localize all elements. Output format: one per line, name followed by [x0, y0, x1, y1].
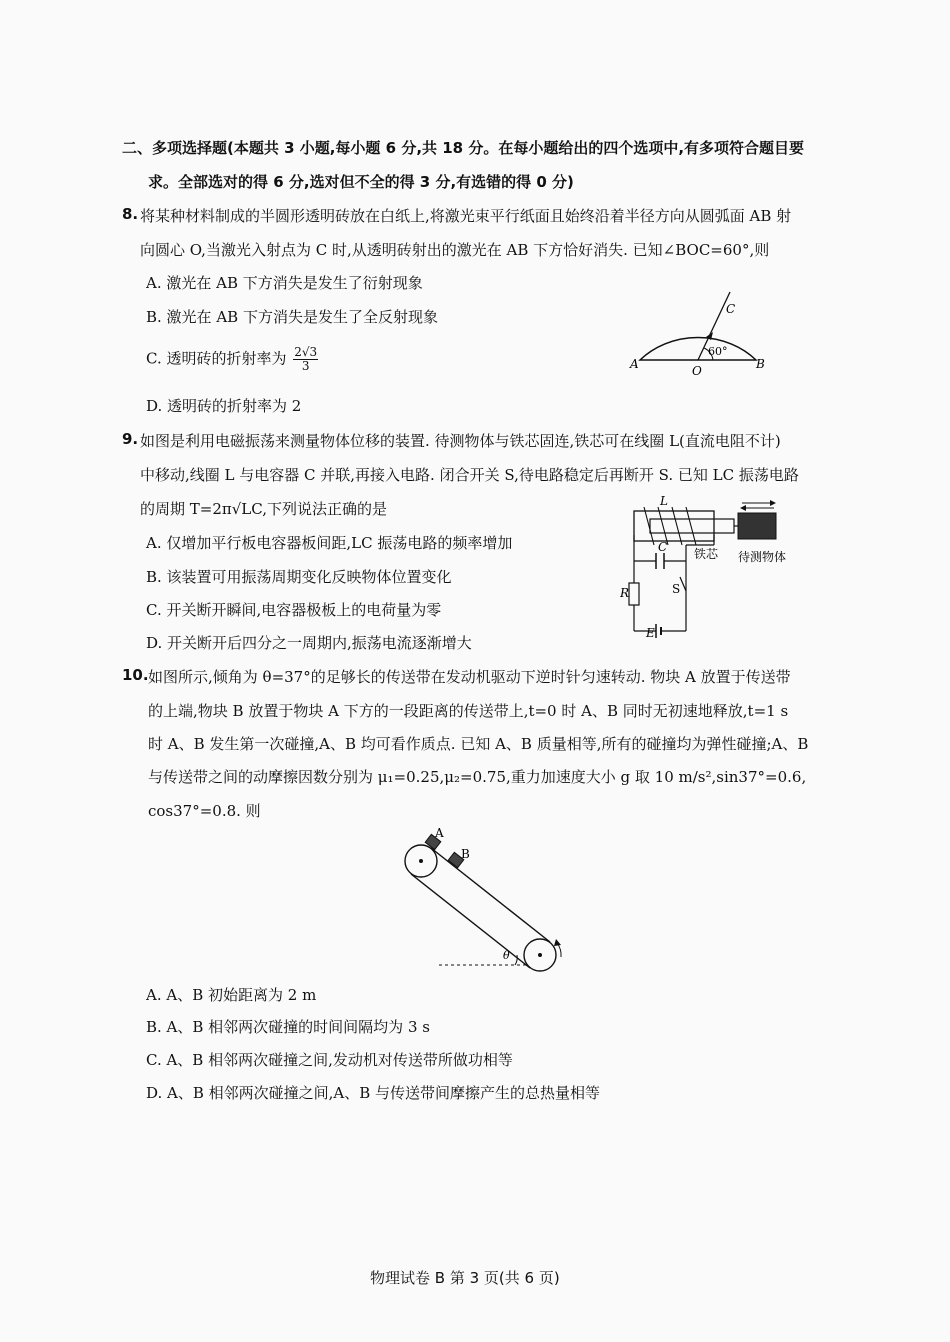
switch	[680, 577, 686, 591]
label-block-a: A	[435, 826, 444, 840]
q10-option-d: D. A、B 相邻两次碰撞之间,A、B 与传送带间摩擦产生的总热量相等	[146, 1084, 601, 1102]
label-theta: θ	[503, 949, 510, 962]
page-footer: 物理试卷 B 第 3 页(共 6 页)	[370, 1269, 560, 1287]
label-l: L	[660, 495, 668, 508]
q8-option-a: A. 激光在 AB 下方消失是发生了衍射现象	[146, 274, 423, 292]
label-e: E	[646, 626, 655, 640]
label-s: S	[672, 582, 681, 596]
label-o: O	[692, 364, 702, 378]
q10-option-c: C. A、B 相邻两次碰撞之间,发动机对传送带所做功相等	[146, 1051, 513, 1069]
label-test-object: 待测物体	[738, 550, 787, 564]
belt-bottom	[411, 874, 530, 968]
q10-option-a: A. A、B 初始距离为 2 m	[146, 986, 317, 1004]
q9-option-c: C. 开关断开瞬间,电容器极板上的电荷量为零	[146, 601, 442, 619]
label-b: B	[756, 357, 765, 371]
arrow-right-icon	[770, 500, 776, 506]
semicircle-shape	[640, 337, 756, 360]
q8-stem-line2: 向圆心 O,当激光入射点为 C 时,从透明砖射出的激光在 AB 下方恰好消失. 已知∠BOC=60°,则	[140, 241, 770, 259]
q8-option-c	[146, 346, 318, 373]
label-r: R	[620, 586, 630, 600]
q8-option-d: D. 透明砖的折射率为 2	[146, 397, 302, 415]
q8-number: 8.	[122, 205, 139, 223]
q9-stem-line3: 的周期 T=2π√LC,下列说法正确的是	[140, 500, 387, 518]
q9-option-b: B. 该装置可用振荡周期变化反映物体位置变化	[146, 568, 452, 586]
q10-stem-line5: cos37°=0.8. 则	[148, 802, 261, 820]
section-heading-line1: 二、多项选择题(本题共 3 小题,每小题 6 分,共 18 分。在每小题给出的四个选项中,有多项符合题目要	[122, 139, 805, 157]
label-angle: 60°	[708, 345, 728, 358]
q9-stem-line1: 如图是利用电磁振荡来测量物体位移的装置. 待测物体与铁芯固连,铁芯可在线圈 L(直流电阻不计)	[140, 432, 781, 450]
test-object	[738, 513, 776, 539]
label-c: C	[658, 540, 668, 554]
label-c: C	[726, 302, 736, 316]
label-iron-core: 铁芯	[694, 547, 719, 561]
q10-stem-line3: 时 A、B 发生第一次碰撞,A、B 均可看作质点. 已知 A、B 质量相等,所有的碰撞均为弹性碰撞;A、B	[148, 735, 809, 753]
q8-option-c-text: C. 透明砖的折射率为	[146, 349, 287, 368]
q8-fraction-denominator: 3	[301, 359, 310, 373]
q8-semicircle-figure	[620, 280, 780, 380]
q10-stem-line1: 如图所示,倾角为 θ=37°的足够长的传送带在发动机驱动下逆时针匀速转动. 物块 A 放置于传送带	[148, 668, 791, 686]
q10-stem-line4: 与传送带之间的动摩擦因数分别为 μ₁=0.25,μ₂=0.75,重力加速度大小 g 取 10 m/s²,sin37°=0.6,	[148, 768, 807, 786]
q8-stem-line1: 将某种材料制成的半圆形透明砖放在白纸上,将激光束平行纸面且始终沿着半径方向从圆弧面 AB 射	[140, 207, 792, 225]
q9-option-d: D. 开关断开后四分之一周期内,振荡电流逐渐增大	[146, 634, 472, 652]
q10-option-b: B. A、B 相邻两次碰撞的时间间隔均为 3 s	[146, 1018, 430, 1036]
label-a: A	[630, 357, 639, 371]
arrow-left-icon	[740, 505, 746, 511]
q8-option-b: B. 激光在 AB 下方消失是发生了全反射现象	[146, 308, 438, 326]
q10-conveyor-figure	[395, 825, 575, 975]
coil-windings	[644, 507, 696, 545]
label-block-b: B	[461, 847, 470, 861]
q9-number: 9.	[122, 430, 139, 448]
q8-option-c-fraction	[293, 346, 318, 373]
q10-number: 10.	[122, 666, 149, 684]
q10-stem-line2: 的上端,物块 B 放置于物块 A 下方的一段距离的传送带上,t=0 时 A、B 同时无初速地释放,t=1 s	[148, 702, 789, 720]
section-heading-line2: 求。全部选对的得 6 分,选对但不全的得 3 分,有选错的得 0 分)	[148, 173, 574, 191]
q8-fraction-numerator: 2√3	[294, 345, 318, 359]
q9-stem-line2: 中移动,线圈 L 与电容器 C 并联,再接入电路. 闭合开关 S,待电路稳定后再断开 S. 已知 LC 振荡电路	[140, 466, 799, 484]
belt-top	[431, 848, 550, 942]
q9-option-a: A. 仅增加平行板电容器板间距,LC 振荡电路的频率增加	[146, 534, 513, 552]
q9-circuit-figure	[620, 495, 820, 645]
rotation-arrow-icon	[554, 939, 561, 946]
resistor	[629, 583, 639, 605]
